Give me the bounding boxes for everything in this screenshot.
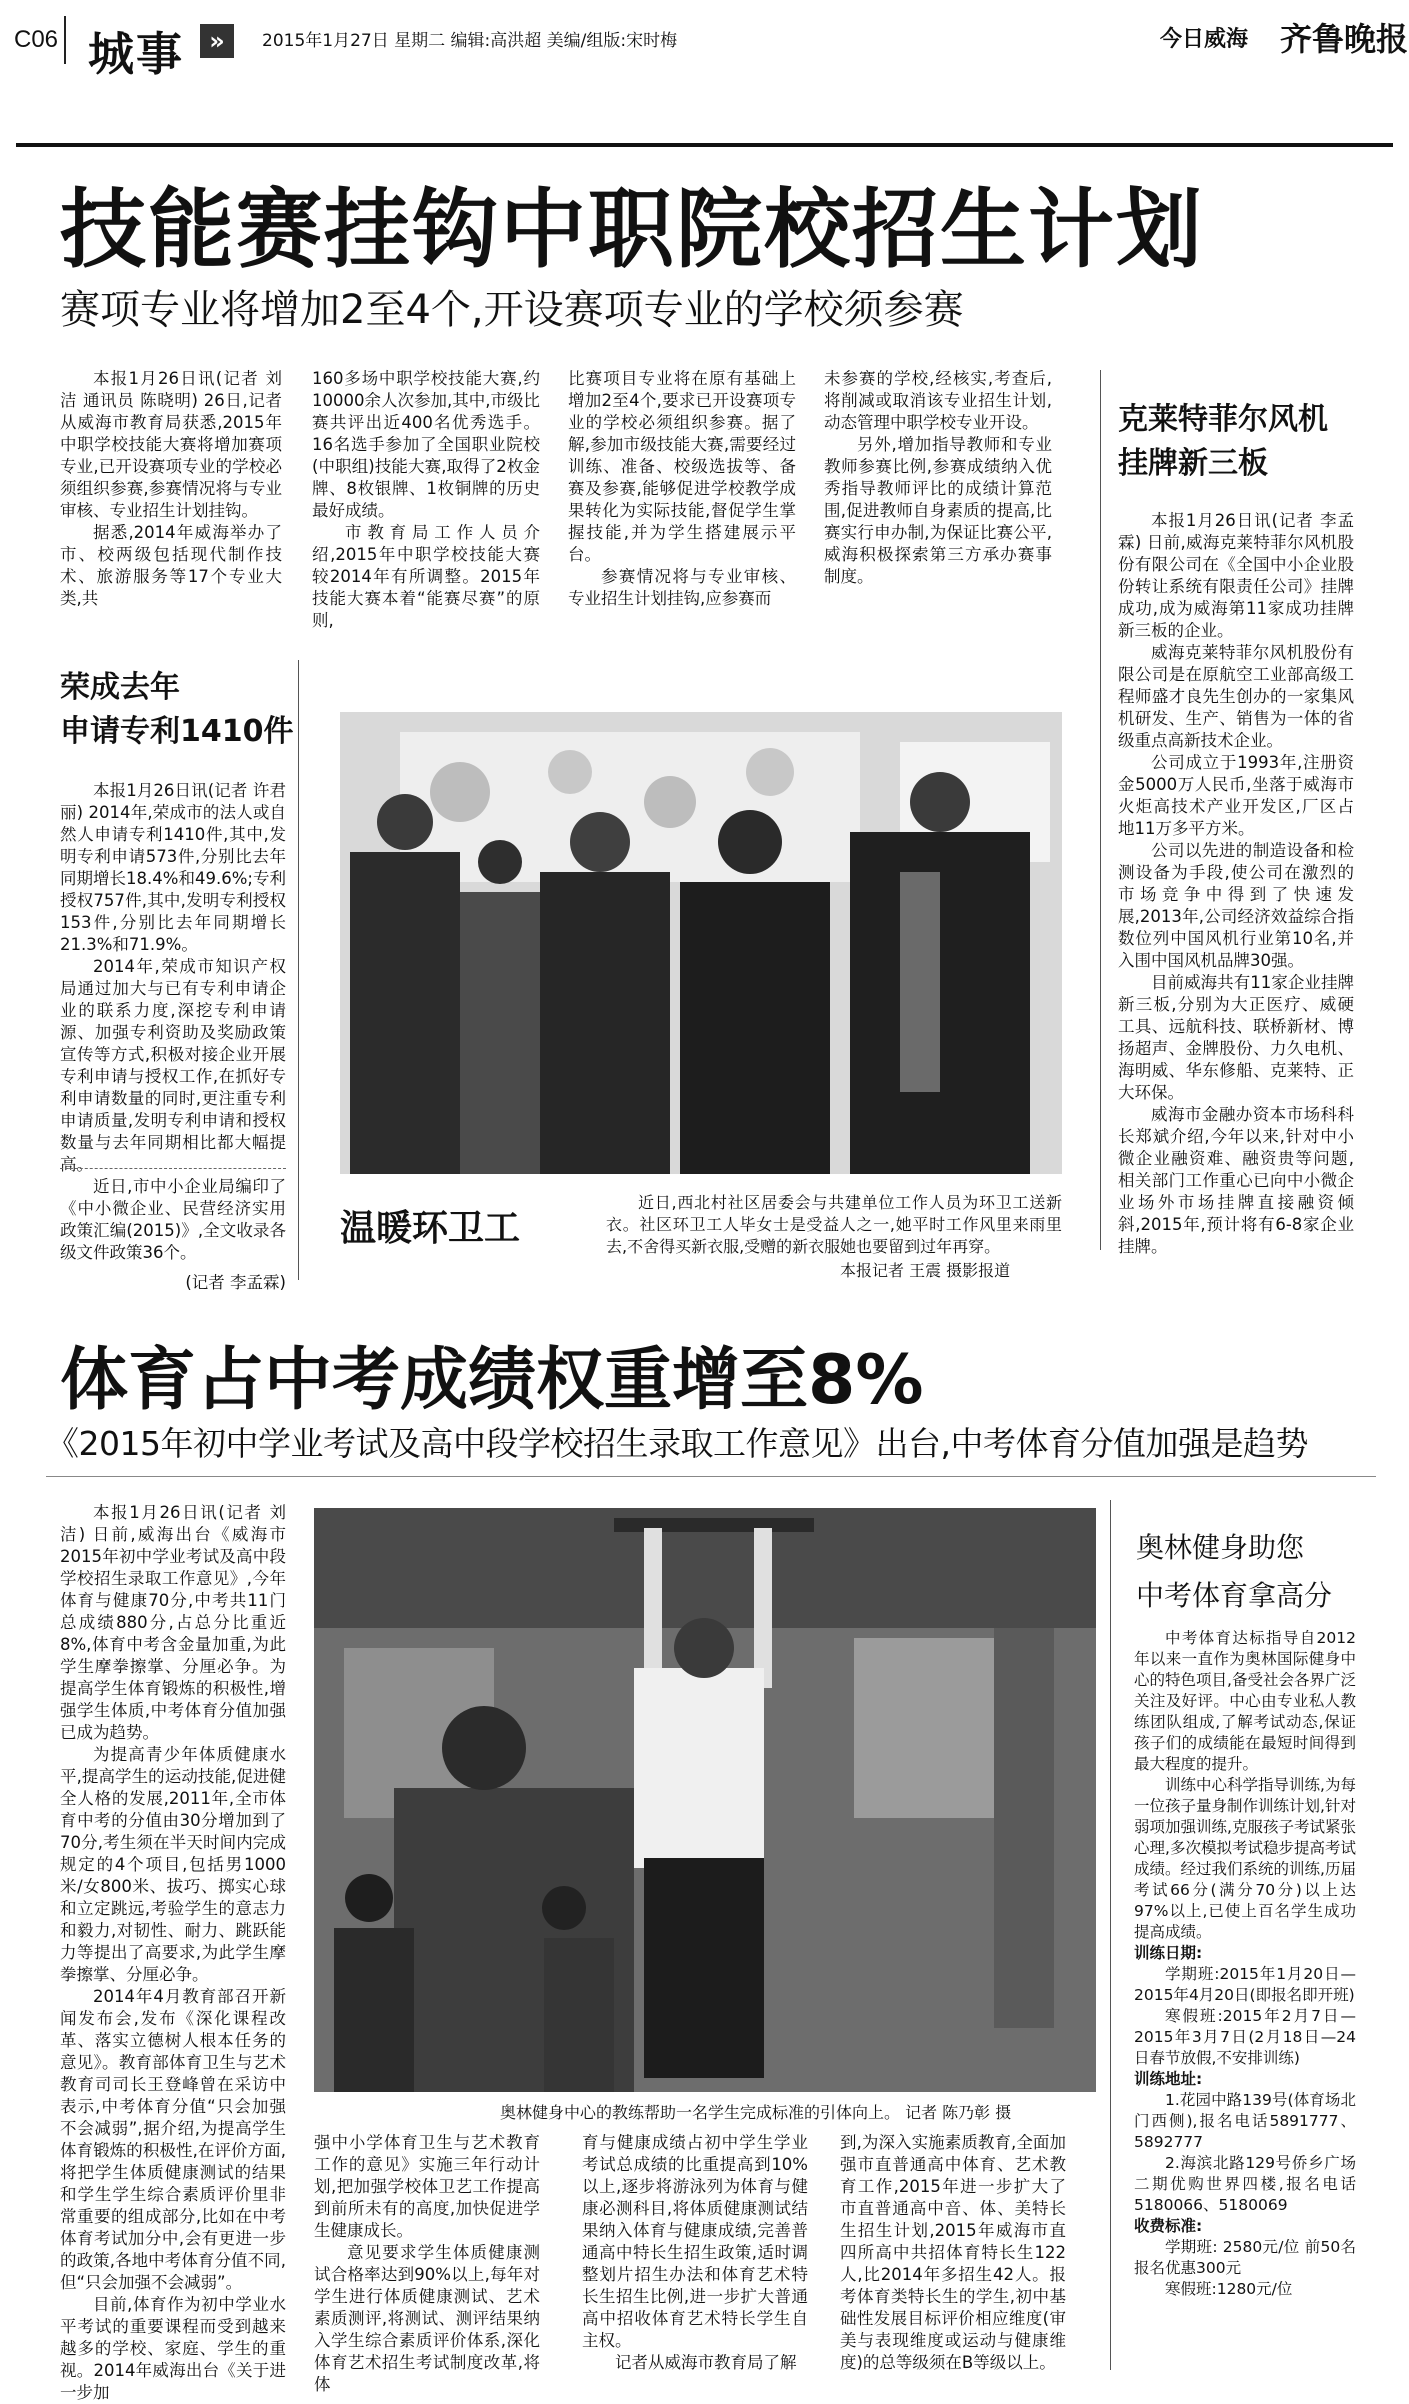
story2-subhead: 《2015年初中学业考试及高中段学校招生录取工作意见》出台,中考体育分值加强是趋势 (46, 1424, 1308, 1463)
side2-title (60, 666, 294, 754)
photo1-credit: 本报记者 王震 摄影报道 (840, 1261, 1011, 1280)
paragraph: 参赛情况将与专业审核、专业招生计划挂钩,应参赛而 (568, 567, 796, 608)
paragraph: 育与健康成绩占初中学生学业考试总成绩的比重提高到10%以上,逐步将游泳列为体育与健康必测科目,将体质健康测试结果纳入体育与健康成绩,完善普通高中特长生招生政策,适时调整划片招生办法和体育艺术特长生招生比例,进一步扩大普通高中招收体育艺术特长学生自主权。 (582, 2133, 808, 2350)
side2-title-line: 荣成去年 (60, 670, 180, 705)
paragraph: 中考体育达标指导自2012年以来一直作为奥林国际健身中心的特色项目,备受社会各界广泛关注及好评。中心由专业私人教练团队组成,了解考试动态,保证孩子们的成绩能在最短时间得到最大程度的提升。 (1134, 1629, 1356, 1773)
brand-logo: 齐鲁晚报 (1280, 20, 1409, 58)
note-divider (60, 1168, 286, 1169)
paragraph: 目前威海共有11家企业挂牌新三板,分别为大正医疗、威硬工具、远航科技、联桥新材、博扬超声、金牌股份、力久电机、海明威、华东修船、克莱特、正大环保。 (1118, 973, 1354, 1102)
double-chevron-icon: » (200, 24, 234, 58)
paragraph: 本报1月26日讯(记者 刘洁 通讯员 陈晓明) 26日,记者从威海市教育局获悉,2015年中职学校技能大赛将增加赛项专业,已开设赛项专业的学校必须组织参赛,参赛情况将与专业审核、专业招生计划挂钩。 (60, 369, 282, 520)
story2-col4 (840, 2132, 1066, 2374)
header-divider (64, 16, 66, 64)
note-text: 近日,市中小企业局编印了《中小微企业、民营经济实用政策汇编(2015)》,全文收录各级文件政策36个。 (60, 1177, 286, 1262)
paragraph: 本报1月26日讯(记者 李孟霖) 日前,威海克莱特菲尔风机股份有限公司在《全国中小企业股份转让系统有限责任公司》挂牌成功,成为威海第11家成功挂牌新三板的企业。 (1118, 511, 1354, 640)
photo-image (314, 1508, 1096, 2092)
side1-title-line: 挂牌新三板 (1118, 446, 1268, 481)
brand-sub: 今日威海 (1160, 27, 1249, 52)
story1-headline: 技能赛挂钩中职院校招生计划 (60, 180, 1204, 280)
side2-body (60, 780, 286, 1176)
story1-col1 (60, 368, 282, 610)
paragraph: 记者从威海市教育局了解 (615, 2353, 797, 2372)
subhead-rule (46, 1476, 1376, 1477)
story1-subhead: 赛项专业将增加2至4个,开设赛项专业的学校须参赛 (60, 287, 964, 333)
paragraph: 目前,体育作为初中学业水平考试的重要课程而受到越来越多的学校、家庭、学生的重视。2014年威海出台《关于进一步加 (60, 2295, 286, 2402)
story1-col3 (568, 368, 796, 610)
column-divider (298, 660, 299, 1280)
paragraph: 公司以先进的制造设备和检测设备为手段,使公司在激烈的市场竞争中得到了快速发展,2013年,公司经济效益综合指数位列中国风机行业第10名,并入围中国风机品牌30强。 (1118, 841, 1354, 970)
side2-note (60, 1176, 286, 1294)
fee-label: 收费标准: (1134, 2217, 1203, 2235)
photo2-caption: 奥林健身中心的教练帮助一名学生完成标准的引体向上。 记者 陈乃彰 摄 (500, 2103, 1012, 2122)
side1-title-line: 克莱特菲尔风机 (1118, 402, 1328, 437)
photo1-caption: 近日,西北村社区居委会与共建单位工作人员为环卫工送新衣。社区环卫工人毕女士是受益人之一,她平时工作风里来雨里去,不舍得买新衣服,受赠的新衣服她也要留到过年再穿。 (606, 1193, 1062, 1256)
address-label: 训练地址: (1134, 2070, 1203, 2088)
paragraph: 为提高青少年体质健康水平,提高学生的运动技能,促进健全人格的发展,2011年,全市体育中考的分值由30分增加到了70分,考生须在半天时间内完成规定的4个项目,包括男1000米/女800米、拔巧、掷实心球和立定跳远,考验学生的意志力和毅力,对韧性、耐力、跳跃能力等提出了高要求,为此学生摩拳擦掌、分厘必争。 (60, 1745, 286, 1984)
paragraph: 到,为深入实施素质教育,全面加强市直普通高中体育、艺术教育工作,2015年进一步扩大了市直普通高中音、体、美特长生招生计划,2015年威海市直四所高中共招体育特长生122人,比2014年多招生42人。报考体育类特长生的学生,初中基础性发展目标评价相应维度(审美与表现维度或运动与健康维度)的总等级须在B等级以上。 (840, 2133, 1066, 2372)
photo1-title: 温暖环卫工 (340, 1208, 521, 1249)
train-label: 训练日期: (1134, 1944, 1203, 1962)
paragraph: 训练中心科学指导训练,为每一位孩子量身制作训练计划,针对弱项加强训练,克服孩子考试紧张心理,多次模拟考试稳步提高考试成绩。经过我们系统的训练,历届考试66分(满分70分)以上达97%以上,已使上百名学生成功提高成绩。 (1134, 1776, 1356, 1941)
paragraph: 本报1月26日讯(记者 刘洁) 日前,威海出台《威海市2015年初中学业考试及高中段学校招生录取工作意见》,今年体育与健康70分,中考共11门总成绩880分,占总分比重近8%,体育中考含金量加重,为此学生摩拳擦掌、分厘必争。为提高学生体育锻炼的积极性,增强学生体质,中考体育分值加强已成为趋势。 (60, 1503, 286, 1742)
side3-body (1134, 1628, 1356, 2300)
address-line: 2.海滨北路129号侨乡广场二期优购世界四楼,报名电话5180066、5180069 (1134, 2154, 1356, 2214)
photo-sanitation-workers (340, 712, 1062, 1174)
paragraph: 公司成立于1993年,注册资金5000万人民币,坐落于威海市火炬高技术产业开发区,厂区占地11万多平方米。 (1118, 753, 1354, 838)
paragraph: 160多场中职学校技能大赛,约10000余人次参加,其中,市级比赛共评出近400名优秀选手。16名选手参加了全国职业院校(中职组)技能大赛,取得了2枚金牌、8枚银牌、1枚铜牌的历史最好成绩。 (312, 369, 540, 520)
paragraph: 2014年4月教育部召开新闻发布会,发布《深化课程改革、落实立德树人根本任务的意见》。教育部体育卫生与艺术教育司司长王登峰曾在采访中表示,中考体育分值“只会加强不会减弱”,据介绍,为提高学生体育锻炼的积极性,在评价方面,将把学生体质健康测试的结果和学生学生综合素质评价里非常重要的组成部分,比如在中考体育考试加分中,会有更进一步的政策,各地中考体育分值不同,但“只会加强不会减弱”。 (60, 1987, 286, 2292)
fee-line: 寒假班:1280元/位 (1165, 2280, 1293, 2298)
column-divider (1110, 1500, 1111, 2370)
story1-col4 (824, 368, 1052, 588)
side2-title-line: 申请专利1410件 (60, 714, 294, 749)
side1-title (1118, 398, 1328, 486)
photo-pull-up (314, 1508, 1096, 2092)
section-title: 城事 (88, 27, 184, 81)
paragraph: 市教育局工作人员介绍,2015年中职学校技能大赛较2014年有所调整。2015年技能大赛本着“能赛尽赛”的原则, (312, 523, 540, 630)
story1-col2 (312, 368, 540, 632)
fee-line: 学期班: 2580元/位 前50名报名优惠300元 (1134, 2238, 1356, 2277)
paragraph: 未参赛的学校,经核实,考查后,将削减或取消该专业招生计划,动态管理中职学校专业开设。 (824, 369, 1052, 432)
story2-col1 (60, 1502, 286, 2404)
side3-title-line: 中考体育拿高分 (1136, 1579, 1333, 1612)
issue-meta: 2015年1月27日 星期二 编辑:高洪超 美编/组版:宋时梅 (262, 31, 678, 51)
paragraph: 威海市金融办资本市场科科长郑斌介绍,今年以来,针对中小微企业融资难、融资贵等问题,相关部门工作重心已向中小微企业场外市场挂牌直接融资倾斜,2015年,预计将有6-8家企业挂牌。 (1118, 1105, 1354, 1256)
paragraph: 比赛项目专业将在原有基础上增加2至4个,要求已开设赛项专业的学校必须组织参赛。据了解,参加市级技能大赛,需要经过训练、准备、校级选拔等、备赛及参赛,能够促进学校教学成果转化为实际技能,督促学生掌握技能,并为学生搭建展示平台。 (568, 369, 796, 564)
paragraph: 据悉,2014年威海举办了市、校两级包括现代制作技术、旅游服务等17个专业大类,共 (60, 523, 282, 608)
page-number: C06 (14, 26, 59, 53)
train-line: 寒假班:2015年2月7日—2015年3月7日(2月18日—24日春节放假,不安排训练) (1134, 2007, 1356, 2067)
paragraph: 2014年,荣成市知识产权局通过加大与已有专利申请企业的联系力度,深挖专利申请源、加强专利资助及奖励政策宣传等方式,积极对接企业开展专利申请与授权工作,在抓好专利申请数量的同时,更注重专利申请质量,发明专利申请和授权数量与去年同期相比都大幅提高。 (60, 957, 286, 1174)
column-divider (1100, 370, 1101, 1250)
paragraph: 意见要求学生体质健康测试合格率达到90%以上,每年对学生进行体质健康测试、艺术素质测评,将测试、测评结果纳入学生综合素质评价体系,深化体育艺术招生考试制度改革,将体 (314, 2243, 540, 2394)
note-credit: (记者 李孟霖) (185, 1273, 286, 1292)
photo-image (340, 712, 1062, 1174)
story2-col2 (314, 2132, 540, 2396)
paragraph: 强中小学体育卫生与艺术教育工作的意见》实施三年行动计划,把加强学校体卫艺工作提高到前所未有的高度,加快促进学生健康成长。 (314, 2133, 540, 2240)
side1-body (1118, 510, 1354, 1258)
side3-title-line: 奥林健身助您 (1136, 1531, 1305, 1564)
paragraph: 另外,增加指导教师和专业教师参赛比例,参赛成绩纳入优秀指导教师评比的成绩计算范围,促进教师自身素质的提高,比赛实行申办制,为保证比赛公平,威海积极探索第三方承办赛事制度。 (824, 435, 1052, 586)
story2-col3 (582, 2132, 808, 2374)
paragraph: 本报1月26日讯(记者 许君丽) 2014年,荣成市的法人或自然人申请专利1410件,其中,发明专利申请573件,分别比去年同期增长18.4%和49.6%;专利授权757件,其中,发明专利授权153件,分别比去年同期增长21.3%和71.9%。 (60, 781, 286, 954)
paragraph: 威海克莱特菲尔风机股份有限公司是在原航空工业部高级工程师盛才良先生创办的一家集风机研发、生产、销售为一体的省级重点高新技术企业。 (1118, 643, 1354, 750)
train-line: 学期班:2015年1月20日—2015年4月20日(即报名即开班) (1134, 1965, 1356, 2004)
side3-title (1136, 1524, 1332, 1620)
header-rule (16, 143, 1393, 147)
story2-headline: 体育占中考成绩权重增至8% (60, 1341, 924, 1420)
address-line: 1.花园中路139号(体育场北门西侧),报名电话5891777、5892777 (1134, 2091, 1356, 2151)
